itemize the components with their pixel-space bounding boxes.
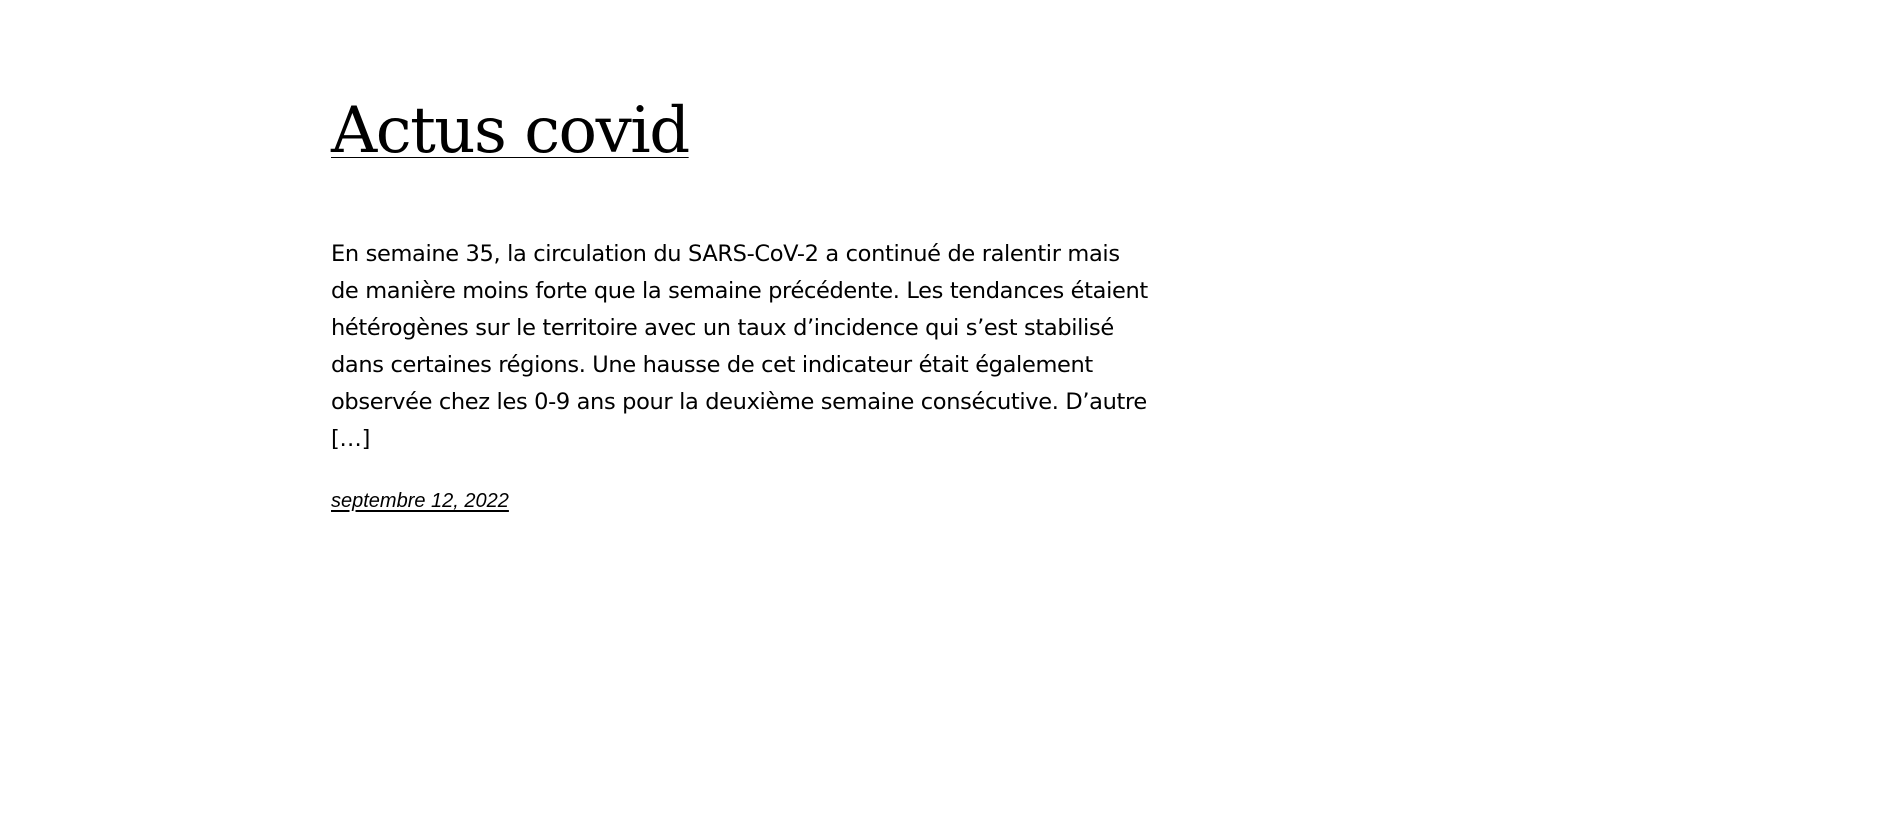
post-title-link[interactable]: Actus covid <box>331 94 689 168</box>
post-date-link[interactable]: septembre 12, 2022 <box>331 489 509 512</box>
post-article <box>331 96 1151 513</box>
post-title <box>331 96 1151 168</box>
post-excerpt: En semaine 35, la circulation du SARS-CoV-2 a continué de ralentir mais de manière moins forte que la semaine précédente. Les tendances étaient hétérogènes sur le territoire avec un taux d’incidence qui s’est stabilisé dans certaines régions. Une hausse de cet indicateur était également observée chez les 0-9 ans pour la deuxième semaine consécutive. D’autre […] <box>331 240 1148 452</box>
